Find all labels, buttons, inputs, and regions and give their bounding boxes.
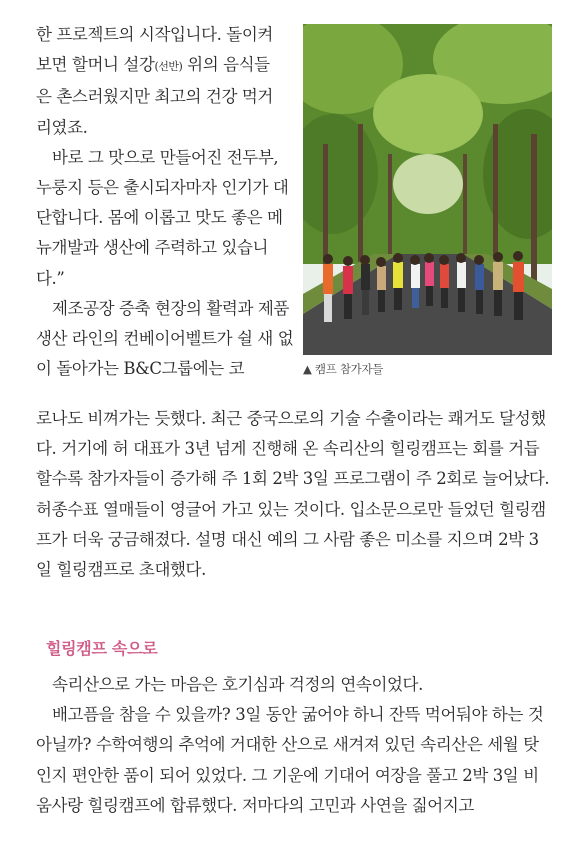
camp-participants-photo (303, 24, 552, 355)
photo-block (303, 24, 552, 377)
paragraph: 로나도 비껴가는 듯했다. 최근 중국으로의 기술 수출이라는 쾌거도 달성했다. 거기에 허 대표가 3년 넘게 진행해 온 속리산의 힐링캠프는 회를 거듭할수록 참가자들이 증가해 주 1회 2박 3일 프로그램이 주 2회로 늘어났다. 허종수표 열매들이 영글어 가고 있는 것이다. 입소문으로만 들었던 힐링캠프가 더욱 궁금해졌다. 설명 대신 예의 그 사람 좋은 미소를 지으며 2박 3일 힐링캠프로 초대했다. (36, 409, 550, 580)
text-line (36, 50, 294, 82)
paragraph: 바로 그 맛으로 만들어진 전두부, 누룽지 등은 출시되자마자 인기가 대단합니다. 몸에 이롭고 맛도 좋은 메뉴개발과 생산에 주력하고 있습니다.” (36, 147, 289, 288)
section-heading: 힐링캠프 속으로 (46, 639, 158, 658)
section-body (36, 670, 552, 821)
text-line: 은 촌스러웠지만 최고의 건강 먹거 (36, 87, 273, 107)
small-annotation: (선반) (154, 60, 183, 74)
paragraph: 속리산으로 가는 마음은 호기심과 걱정의 연속이었다. (52, 675, 423, 694)
left-text-column (36, 20, 294, 384)
text-fragment: 위의 음식들 (182, 55, 270, 75)
photo-caption: ▲ 캠프 참가자들 (303, 362, 384, 376)
paragraph: 제조공장 증축 현장의 활력과 제품생산 라인의 컨베이어벨트가 쉴 새 없이 돌아가는 B&C그룹에는 코 (36, 298, 294, 379)
text-fragment: 보면 할머니 설강 (36, 55, 155, 75)
text-line: 리였죠. (36, 117, 88, 137)
body-paragraph (36, 404, 552, 585)
paragraph: 배고픔을 참을 수 있을까? 3일 동안 굶어야 하니 잔뜩 먹어둬야 하는 것 아닐까? 수학여행의 추억에 거대한 산으로 새겨져 있던 속리산은 세월 탓인지 편안한 품이 되어 있었다. 그 기운에 기대어 여장을 풀고 2박 3일 비움사랑 힐링캠프에 합류했다. 저마다의 고민과 사연을 짊어지고 (36, 705, 544, 815)
text-line: 한 프로젝트의 시작입니다. 돌이켜 (36, 25, 273, 44)
